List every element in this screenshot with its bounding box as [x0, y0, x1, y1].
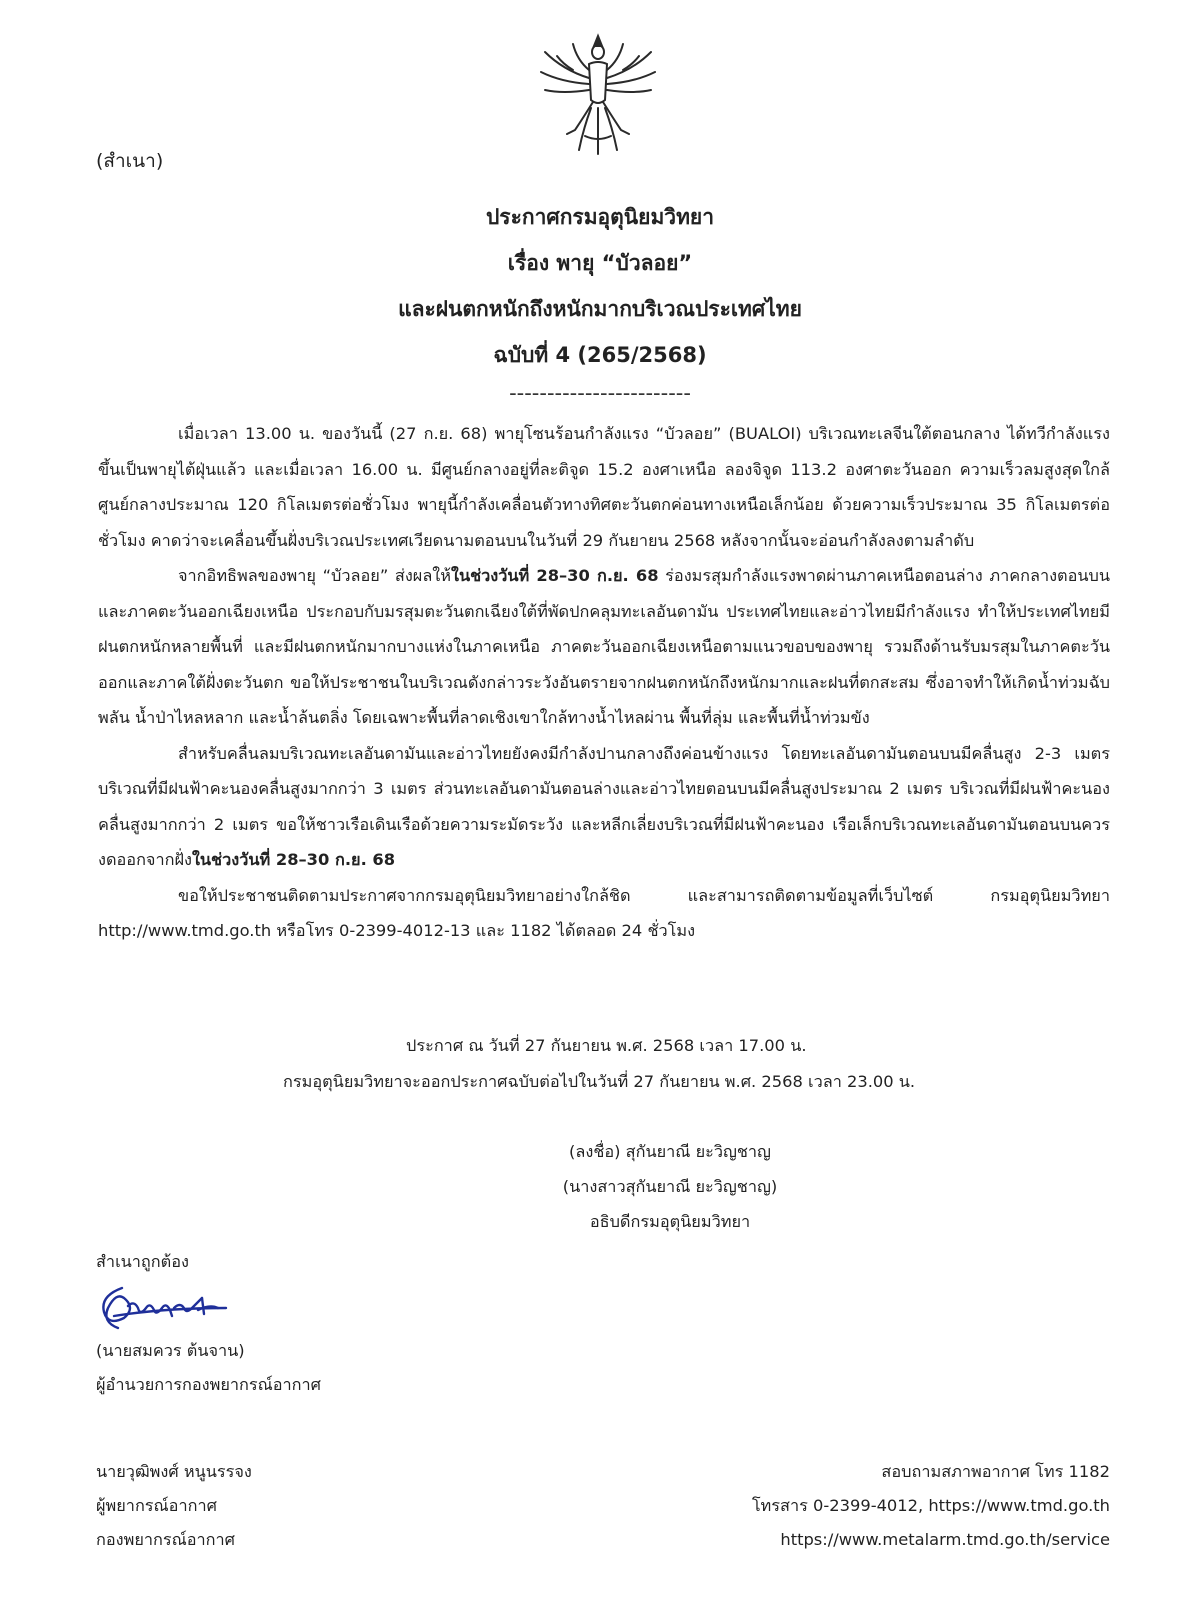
forecaster-block — [96, 1455, 252, 1557]
title-line-1: ประกาศกรมอุตุนิยมวิทยา — [485, 205, 715, 229]
certify-block — [96, 1334, 321, 1402]
announce-date-line: ประกาศ ณ วันที่ 27 กันยายน พ.ศ. 2568 เวลา 17.00 น. — [406, 1036, 807, 1055]
contact-block — [752, 1455, 1110, 1557]
paragraph-3 — [98, 736, 1110, 878]
paragraph-2-text-b: ร่องมรสุมกำลังแรงพาดผ่านภาคเหนือตอนล่าง ภาคกลางตอนบน และภาคตะวันออกเฉียงเหนือ ประกอบกับมรสุมตะวันตกเฉียงใต้ที่พัดปกคลุมทะเลอันดามัน ประเทศไทยและอ่าวไทยมีกำลังแรง ทำให้ประเทศไทยมีฝนตกหนักหลายพื้นที่ และมีฝนตกหนักมากบางแห่งในภาคเหนือ ภาคตะวันออกเฉียงเหนือตามแนวขอบของพายุ รวมถึงด้านรับมรสุมในภาคตะวันออกและภาคใต้ฝั่งตะวันตก ขอให้ประชาชนในบริเวณดังกล่าวระวังอันตรายจากฝนตกหนักถึงหนักมากและฝนที่ตกสะสม ซึ่งอาจทำให้เกิดน้ำท่วมฉับพลัน น้ำป่าไหลหลาก และน้ำล้นตลิ่ง โดยเฉพาะพื้นที่ลาดเชิงเขาใกล้ทางน้ำไหลผ่าน พื้นที่ลุ่ม และพื้นที่น้ำท่วมขัง — [98, 566, 1110, 727]
contact-phone: สอบถามสภาพอากาศ โทร 1182 — [881, 1462, 1110, 1481]
copy-mark: (สำเนา) — [96, 150, 164, 172]
signer-signed: (ลงชื่อ) สุกันยาณี ยะวิญชาญ — [569, 1142, 771, 1161]
paragraph-4: ขอให้ประชาชนติดตามประกาศจากกรมอุตุนิยมวิทยาอย่างใกล้ชิด และสามารถติดตามข้อมูลที่เว็บไซต์ กรมอุตุนิยมวิทยา http://www.tmd.go.th หรือโทร 0-2399-4012-13 และ 1182 ได้ตลอด 24 ชั่วโมง — [98, 885, 1110, 940]
paragraph-3-text: สำหรับคลื่นลมบริเวณทะเลอันดามันและอ่าวไทยยังคงมีกำลังปานกลางถึงค่อนข้างแรง โดยทะเลอันดามันตอนบนมีคลื่นสูง 2-3 เมตร บริเวณที่มีฝนฟ้าคะนองคลื่นสูงมากกว่า 3 เมตร ส่วนทะเลอันดามันตอนล่างและอ่าวไทยตอนบนมีคลื่นสูงประมาณ 2 เมตร บริเวณที่มีฝนฟ้าคะนองคลื่นสูงมากกว่า 2 เมตร ขอให้ชาวเรือเดินเรือด้วยความระมัดระวัง และหลีกเลี่ยงบริเวณที่มีฝนฟ้าคะนอง เรือเล็กบริเวณทะเลอันดามันตอนบนควรงดออกจากฝั่ง — [98, 743, 1110, 869]
paragraph-2-text-a: จากอิทธิพลของพายุ “บัวลอย” ส่งผลให้ — [178, 566, 451, 585]
garuda-emblem-icon — [533, 30, 663, 160]
handwritten-signature — [94, 1278, 234, 1334]
title-divider: ------------------------ — [509, 381, 691, 405]
paragraph-3-date-highlight: ในช่วงวันที่ 28–30 ก.ย. 68 — [191, 850, 396, 869]
contact-fax-website: โทรสาร 0-2399-4012, https://www.tmd.go.th — [751, 1496, 1110, 1515]
paragraph-2 — [98, 558, 1110, 736]
forecaster-division: กองพยากรณ์อากาศ — [96, 1530, 235, 1549]
announcement-date — [0, 1028, 1200, 1100]
announcement-body — [98, 416, 1110, 949]
certify-position: ผู้อำนวยการกองพยากรณ์อากาศ — [96, 1375, 321, 1394]
next-announcement-line: กรมอุตุนิยมวิทยาจะออกประกาศฉบับต่อไปในวันที่ 27 กันยายน พ.ศ. 2568 เวลา 23.00 น. — [283, 1072, 916, 1091]
signer-block — [0, 1134, 1200, 1239]
forecaster-position: ผู้พยากรณ์อากาศ — [96, 1496, 217, 1515]
announcement-title — [0, 194, 1200, 408]
paragraph-1: เมื่อเวลา 13.00 น. ของวันนี้ (27 ก.ย. 68) พายุโซนร้อนกำลังแรง “บัวลอย” (BUALOI) บริเวณทะเลจีนใต้ตอนกลาง ได้ทวีกำลังแรงขึ้นเป็นพายุไต้ฝุ่นแล้ว และเมื่อเวลา 16.00 น. มีศูนย์กลางอยู่ที่ละติจูด 15.2 องศาเหนือ ลองจิจูด 113.2 องศาตะวันออก ความเร็วลมสูงสุดใกล้ศูนย์กลางประมาณ 120 กิโลเมตรต่อชั่วโมง พายุนี้กำลังเคลื่อนตัวทางทิศตะวันตกค่อนทางเหนือเล็กน้อย ด้วยความเร็วประมาณ 35 กิโลเมตรต่อชั่วโมง คาดว่าจะเคลื่อนขึ้นฝั่งบริเวณประเทศเวียดนามตอนบนในวันที่ 29 กันยายน 2568 หลังจากนั้นจะอ่อนกำลังลงตามลำดับ — [98, 424, 1110, 550]
title-line-4: ฉบับที่ 4 (265/2568) — [493, 343, 707, 367]
certify-name: (นายสมควร ต้นจาน) — [96, 1341, 245, 1360]
paragraph-2-date-highlight: ในช่วงวันที่ 28–30 ก.ย. 68 — [451, 566, 659, 585]
signer-name: (นางสาวสุกันยาณี ยะวิญชาญ) — [562, 1177, 778, 1196]
certify-label: สำเนาถูกต้อง — [96, 1252, 189, 1271]
title-line-2: เรื่อง พายุ “บัวลอย” — [507, 251, 693, 275]
forecaster-name: นายวุฒิพงศ์ หนูนรรจง — [96, 1462, 252, 1481]
signer-position: อธิบดีกรมอุตุนิยมวิทยา — [589, 1212, 751, 1231]
title-line-3: และฝนตกหนักถึงหนักมากบริเวณประเทศไทย — [398, 297, 802, 321]
contact-service-link[interactable]: https://www.metalarm.tmd.go.th/service — [780, 1530, 1110, 1549]
